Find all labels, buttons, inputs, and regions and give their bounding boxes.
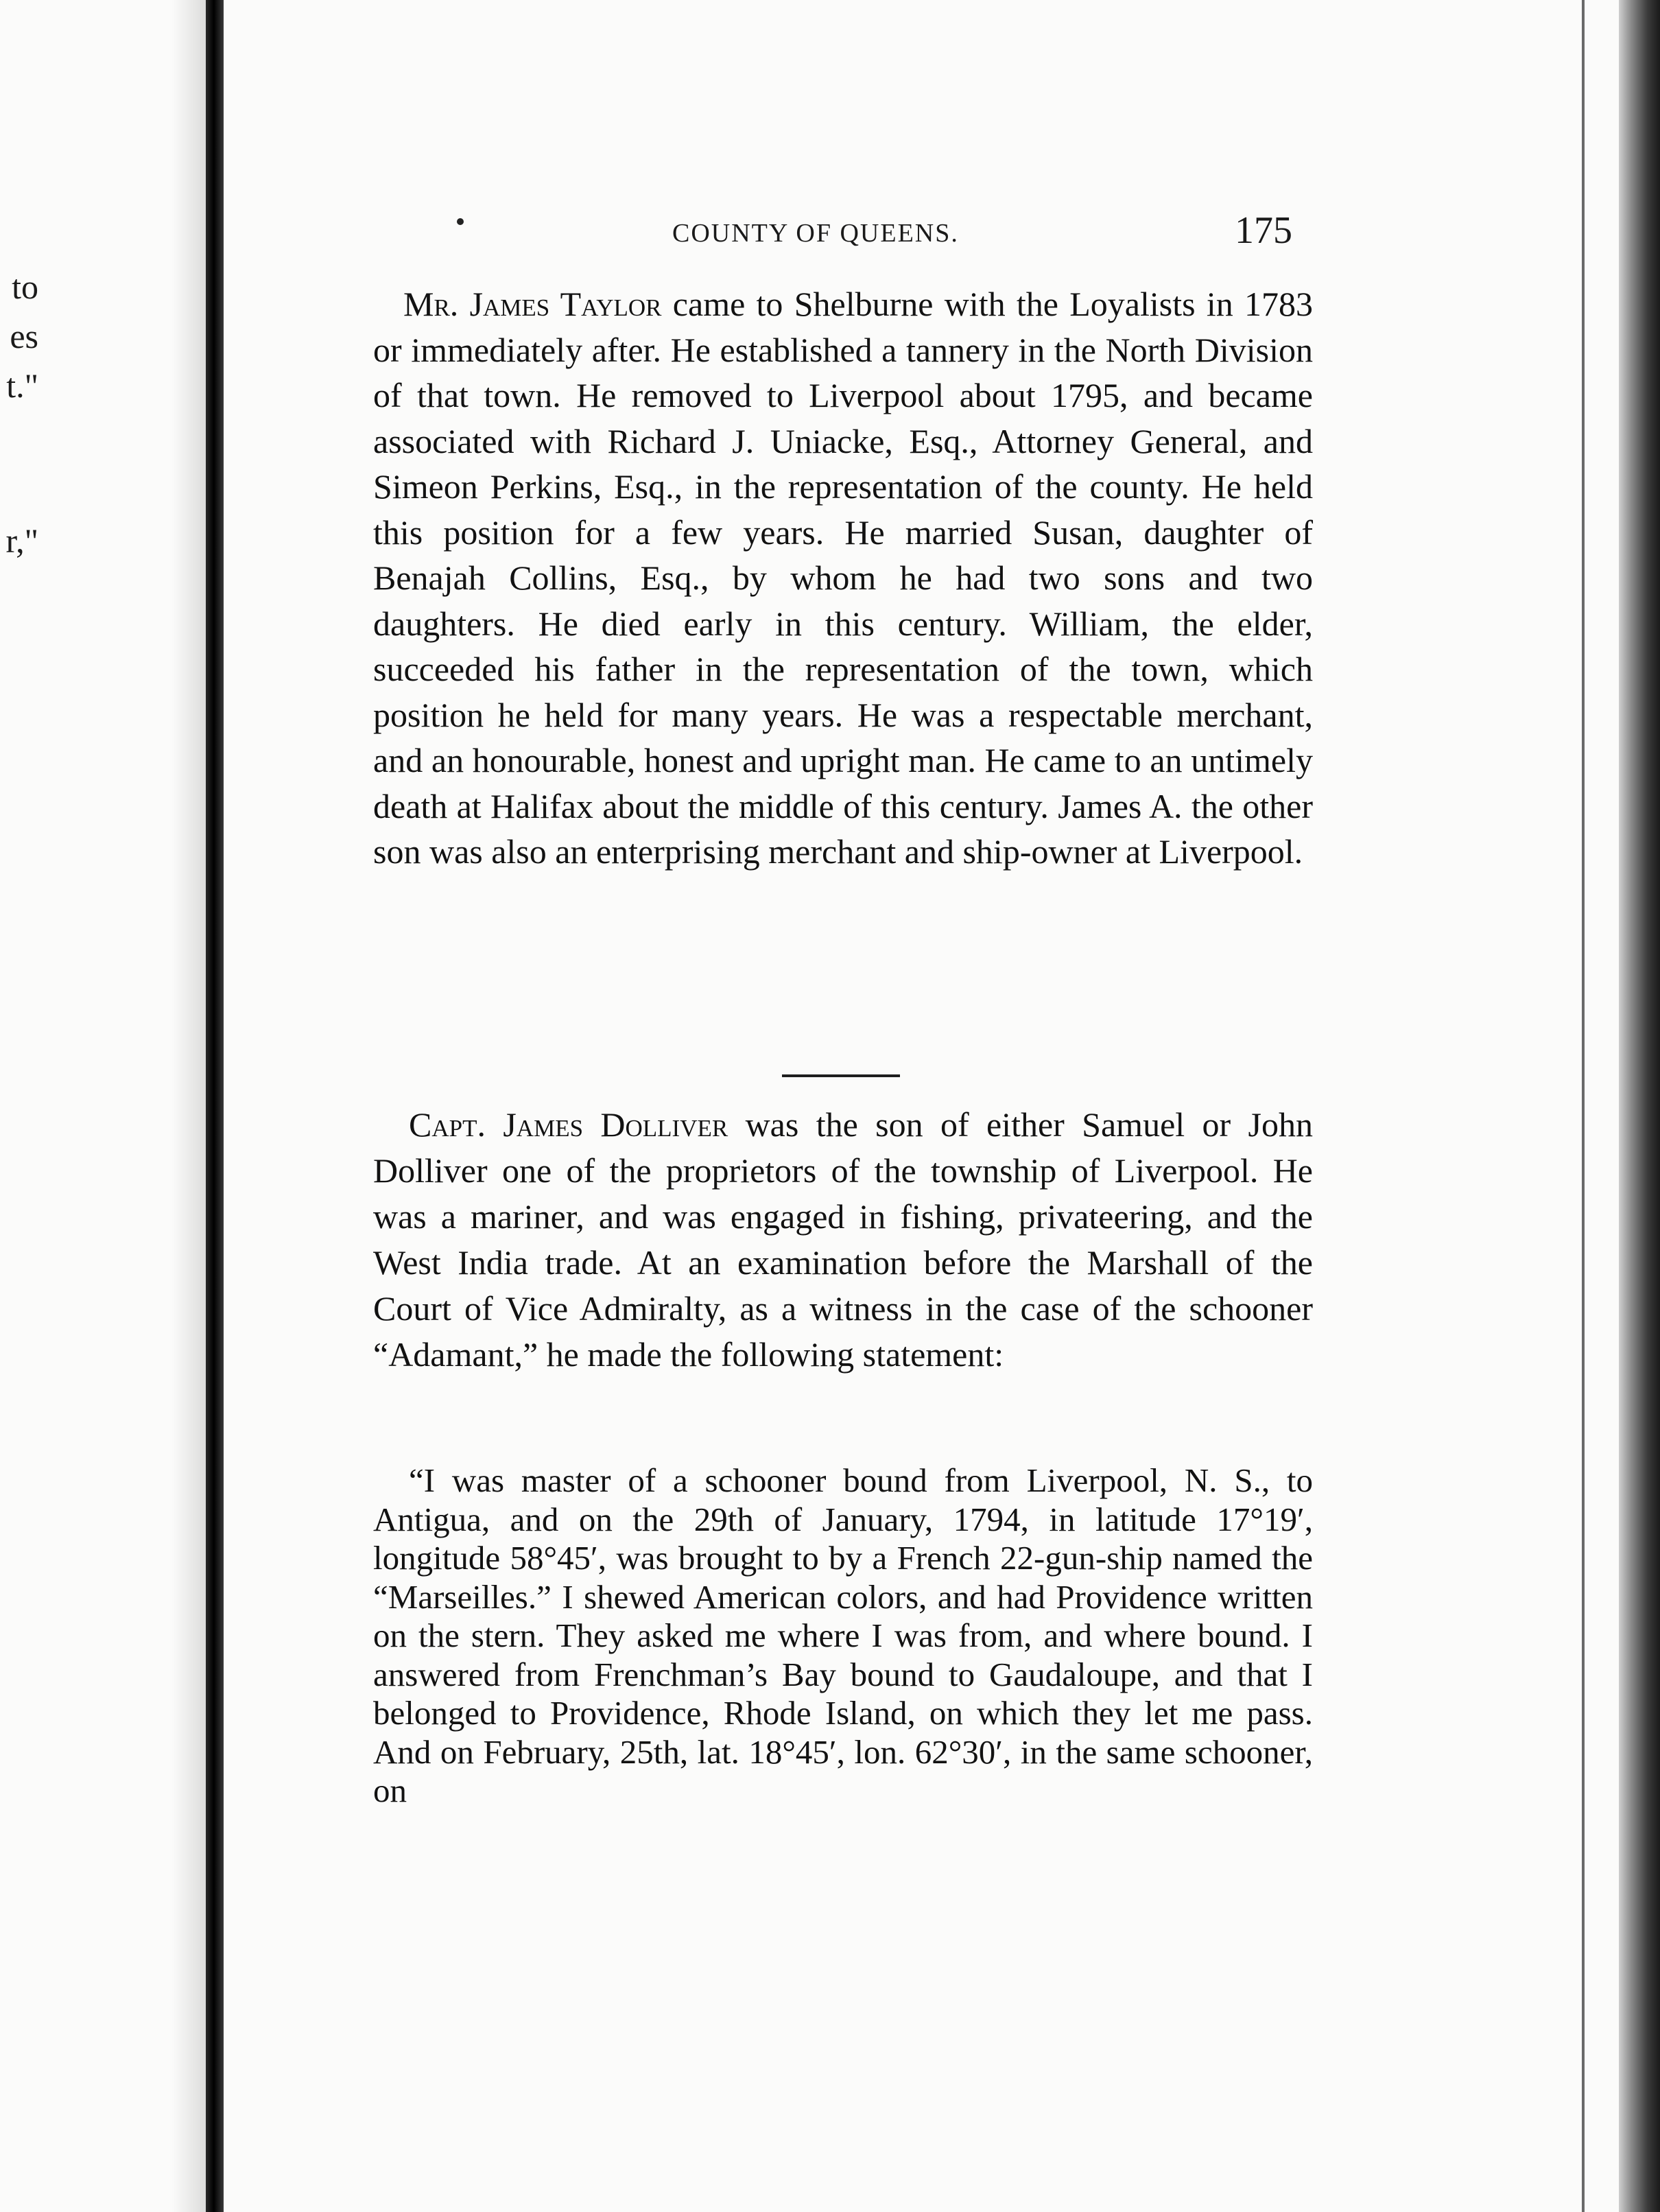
paragraph-lead-name: Capt. James Dolliver: [409, 1105, 728, 1144]
paragraph-james-taylor: [373, 281, 1313, 875]
facing-page-fragments: [0, 262, 38, 410]
page-edge-line: [1582, 0, 1585, 2212]
paragraph-lead-name: Mr. James Taylor: [403, 285, 662, 323]
facing-page-fragments-lower: [0, 516, 38, 565]
book-spine: [206, 0, 224, 2212]
facing-page-fragment: t.": [6, 366, 38, 405]
gutter-shadow: [171, 0, 206, 2212]
paragraph-body: came to Shelburne with the Loyalists in 1783 or immediately after. He established a tannery in the North Division of that town. He removed to Liverpool about 1795, and became associated with Richard J. Uniacke, Esq., Attorney General, and Simeon Perkins, Esq., in the representation of the county. He held this position for a few years. He married Susan, daughter of Benajah Collins, Esq., by whom he had two sons and two daughters. He died early in this century. William, the elder, succeeded his father in the representation of the town, which position he held for many years. He was a respectable merchant, and an honourable, honest and upright man. He came to an untimely death at Halifax about the middle of this century. James A. the other son was also an enterprising merchant and ship-owner at Liverpool.: [373, 285, 1313, 871]
quoted-statement: “I was master of a schooner bound from Liverpool, N. S., to Antigua, and on the 29th of January, 1794, in latitude 17°19′, longitude 58°45′, was brought to by a French 22-gun-ship named the “Marseilles.” I shewed American colors, and had Providence written on the stern. They asked me where I was from, and where bound. I answered from Frenchman’s Bay bound to Gaudaloupe, and that I belonged to Providence, Rhode Island, on which they let me pass. And on February, 25th, lat. 18°45′, lon. 62°30′, in the same schooner, on: [373, 1461, 1313, 1809]
paragraph-james-dolliver: [373, 1102, 1313, 1378]
page-number: 175: [1235, 209, 1292, 252]
printer-dot: [457, 218, 464, 225]
facing-page-fragment: es: [10, 317, 38, 355]
section-divider: [782, 1074, 900, 1077]
running-head: COUNTY OF QUEENS.: [672, 219, 959, 248]
page-edge-shadow: [1619, 0, 1660, 2212]
facing-page-fragment: r,": [5, 521, 38, 560]
paragraph-body: was the son of either Samuel or John Dolliver one of the proprietors of the township of Liverpool. He was a mariner, and was engaged in fishing, privateering, and the West India trade. At an examination before the Marshall of the Court of Vice Admiralty, as a witness in the case of the schooner “Adamant,” he made the following statement:: [373, 1105, 1313, 1374]
facing-page-fragment: to: [12, 268, 38, 306]
